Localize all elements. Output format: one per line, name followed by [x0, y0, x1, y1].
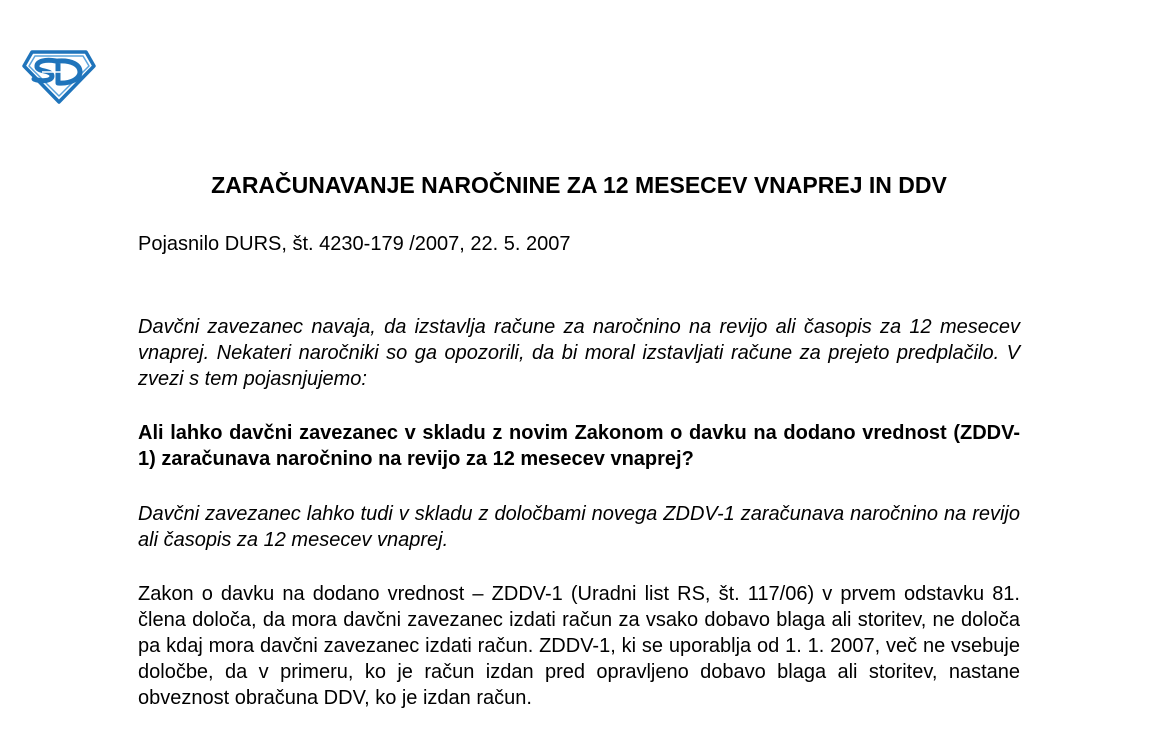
document-reference: Pojasnilo DURS, št. 4230-179 /2007, 22. 5. 2007: [138, 233, 571, 255]
law-explanation-paragraph: Zakon o davku na dodano vrednost – ZDDV-1 (Uradni list RS, št. 117/06) v prvem odstavku 81. člena določa, da mora davčni zavezanec izdati račun za vsako dobavo blaga ali storitev, ne določa pa kdaj mora davčni zavezanec izdati račun. ZDDV-1, ki se uporablja od 1. 1. 2007, več ne vsebuje določbe, da v primeru, ko je račun izdan pred opravljeno dobavo blaga ali storitev, nastane obveznost obračuna DDV, ko je izdan račun.: [138, 583, 1020, 709]
sd-shield-logo-icon: [22, 48, 96, 104]
document-title: ZARAČUNAVANJE NAROČNINE ZA 12 MESECEV VNAPREJ IN DDV: [211, 172, 947, 198]
company-logo: [22, 48, 96, 104]
answer-paragraph: Davčni zavezanec lahko tudi v skladu z določbami novega ZDDV-1 zaračunava naročnino na revijo ali časopis za 12 mesecev vnaprej.: [138, 503, 1020, 551]
intro-paragraph: Davčni zavezanec navaja, da izstavlja račune za naročnino na revijo ali časopis za 12 mesecev vnaprej. Nekateri naročniki so ga opozorili, da bi moral izstavljati račune za prejeto predplačilo. V zvezi s tem pojasnjujemo:: [138, 316, 1020, 390]
question-paragraph: Ali lahko davčni zavezanec v skladu z novim Zakonom o davku na dodano vrednost (ZDDV-1) zaračunava naročnino na revijo za 12 mesecev vnaprej?: [138, 422, 1020, 470]
